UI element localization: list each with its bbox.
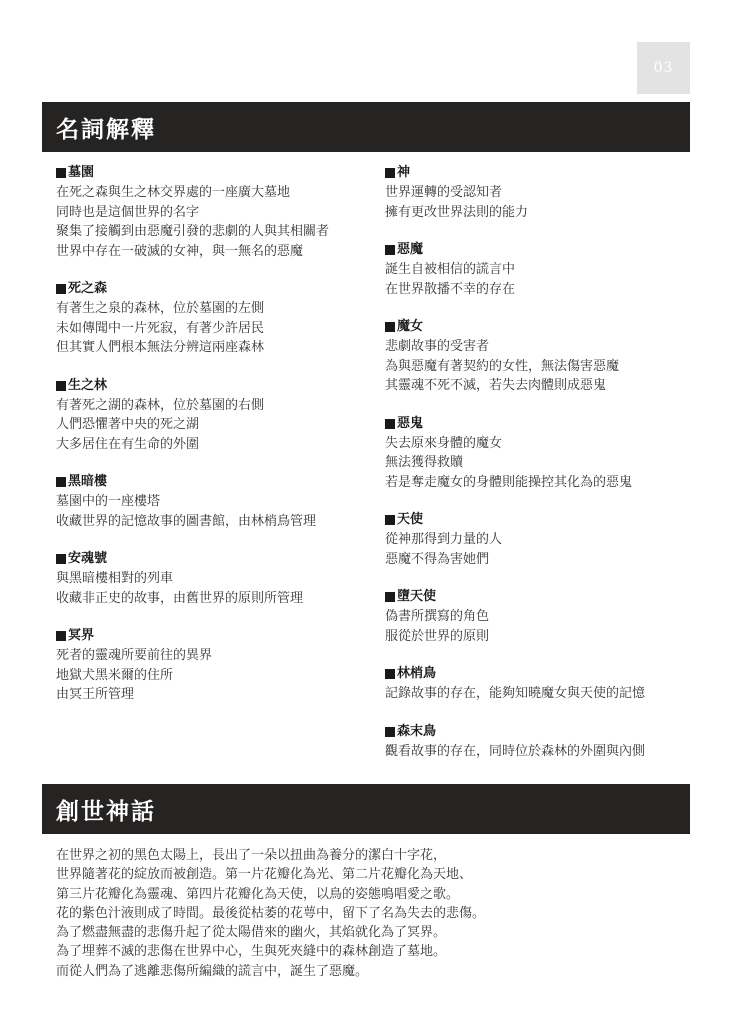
term-description-line: 聚集了接觸到由惡魔引發的悲劇的人與其相關者 xyxy=(56,224,330,239)
myth-line: 為了燃盡無盡的悲傷升起了從太陽借來的幽火，其焰就化為了冥界。 xyxy=(56,925,447,941)
term-title xyxy=(56,279,366,299)
term-title xyxy=(56,626,366,646)
terms-column-left xyxy=(56,163,366,723)
term-title-label: 天使 xyxy=(397,512,424,527)
term-description-line: 從神那得到力量的人 xyxy=(385,532,503,547)
term-description-line: 與黑暗樓相對的列車 xyxy=(56,571,174,586)
term-entry xyxy=(385,664,685,704)
term-description-line: 服從於世界的原則 xyxy=(385,628,490,644)
term-description-line: 死者的靈魂所要前往的異界 xyxy=(56,648,213,663)
term-title-label: 死之森 xyxy=(68,281,108,296)
term-description-line: 觀看故事的存在，同時位於森林的外圍與內側 xyxy=(385,743,646,759)
term-title-label: 惡魔 xyxy=(397,242,424,257)
term-description-line: 無法獲得救贖 xyxy=(385,455,464,470)
bullet-square-icon xyxy=(385,727,395,737)
term-description-line: 世界運轉的受認知者 xyxy=(385,185,503,200)
terms-column-right xyxy=(385,163,685,779)
bullet-square-icon xyxy=(56,168,66,178)
term-description-line: 惡魔不得為害她們 xyxy=(385,551,490,567)
bullet-square-icon xyxy=(385,669,395,679)
term-description-line: 墓園中的一座樓塔 xyxy=(56,494,161,509)
term-description-line: 同時也是這個世界的名字 xyxy=(56,204,200,220)
term-title xyxy=(385,240,685,260)
term-description-line: 有著生之泉的森林，位於墓園的左側 xyxy=(56,301,265,316)
term-description-line: 記錄故事的存在，能夠知曉魔女與天使的記憶 xyxy=(385,686,646,701)
term-title-label: 林梢鳥 xyxy=(397,666,437,681)
term-description-line: 為與惡魔有著契約的女性，無法傷害惡魔 xyxy=(385,358,620,374)
term-title xyxy=(385,722,685,742)
term-entry xyxy=(385,317,685,396)
myth-line: 為了埋葬不滅的悲傷在世界中心，生與死夾縫中的森林創造了墓地。 xyxy=(56,944,447,960)
term-description-line: 人們恐懼著中央的死之湖 xyxy=(56,417,200,432)
term-title xyxy=(56,163,366,183)
myth-line: 花的紫色汁液則成了時間。最後從枯萎的花萼中，留下了名為失去的悲傷。 xyxy=(56,905,486,921)
term-description-line: 在死之森與生之林交界處的一座廣大墓地 xyxy=(56,185,291,200)
term-entry xyxy=(385,722,685,762)
term-description-line: 若是奪走魔女的身體則能操控其化為的惡鬼 xyxy=(385,474,633,490)
term-entry xyxy=(385,587,685,646)
term-description-line: 偽書所撰寫的角色 xyxy=(385,609,490,624)
term-description-line: 失去原來身體的魔女 xyxy=(385,435,503,451)
bullet-square-icon xyxy=(385,419,395,429)
term-title-label: 墓園 xyxy=(68,165,95,180)
section-header-myth: 創世神話 xyxy=(42,784,690,834)
myth-line: 而從人們為了逃離悲傷所編織的謊言中，誕生了惡魔。 xyxy=(56,963,369,979)
term-description-line: 但其實人們根本無法分辨這兩座森林 xyxy=(56,340,265,355)
term-title-label: 安魂號 xyxy=(68,551,108,566)
term-title xyxy=(56,376,366,396)
term-title xyxy=(385,163,685,183)
term-description-line: 地獄犬黑米爾的住所 xyxy=(56,667,174,683)
bullet-square-icon xyxy=(385,515,395,525)
term-title-label: 冥界 xyxy=(68,628,95,643)
term-entry xyxy=(385,240,685,299)
term-title xyxy=(385,664,685,684)
term-description-line: 誕生自被相信的謊言中 xyxy=(385,262,516,277)
term-description-line: 未如傳聞中一片死寂，有著少許居民 xyxy=(56,320,265,336)
term-title-label: 墮天使 xyxy=(397,589,437,604)
page-number: 03 xyxy=(637,42,690,94)
bullet-square-icon xyxy=(56,554,66,564)
term-description-line: 悲劇故事的受害者 xyxy=(385,339,490,354)
term-description-line: 大多居住在有生命的外圍 xyxy=(56,436,200,452)
term-entry xyxy=(56,472,366,531)
bullet-square-icon xyxy=(56,631,66,641)
term-description-line: 擁有更改世界法則的能力 xyxy=(385,204,529,220)
term-title xyxy=(385,317,685,337)
term-entry xyxy=(385,163,685,222)
term-entry xyxy=(56,626,366,705)
term-entry xyxy=(385,510,685,569)
term-title-label: 森末鳥 xyxy=(397,723,437,739)
myth-line: 第三片花瓣化為靈魂、第四片花瓣化為天使，以鳥的姿態鳴唱愛之歌。 xyxy=(56,886,460,902)
term-description-line: 有著死之湖的森林，位於墓園的右側 xyxy=(56,397,265,413)
myth-paragraph xyxy=(56,846,696,981)
term-entry xyxy=(56,549,366,608)
term-title-label: 魔女 xyxy=(397,319,424,334)
term-description-line: 由冥王所管理 xyxy=(56,687,135,702)
myth-line: 在世界之初的黑色太陽上，長出了一朵以扭曲為養分的潔白十字花， xyxy=(56,848,447,863)
bullet-square-icon xyxy=(56,284,66,294)
term-title-label: 黑暗樓 xyxy=(68,474,108,489)
term-description-line: 其靈魂不死不滅，若失去肉體則成惡鬼 xyxy=(385,378,607,393)
term-title xyxy=(385,587,685,607)
term-entry xyxy=(385,414,685,493)
term-description-line: 世界中存在一破滅的女神，與一無名的惡魔 xyxy=(56,243,304,259)
bullet-square-icon xyxy=(56,381,66,391)
term-description-line: 收藏世界的記憶故事的圖書館，由林梢鳥管理 xyxy=(56,513,317,529)
bullet-square-icon xyxy=(385,168,395,178)
term-entry xyxy=(56,376,366,455)
term-description-line: 在世界散播不幸的存在 xyxy=(385,281,516,297)
term-title-label: 生之林 xyxy=(68,377,108,393)
term-title xyxy=(385,414,685,434)
bullet-square-icon xyxy=(385,245,395,255)
term-description-line: 收藏非正史的故事，由舊世界的原則所管理 xyxy=(56,590,304,606)
myth-line: 世界隨著花的綻放而被創造。第一片花瓣化為光、第二片花瓣化為天地、 xyxy=(56,867,473,883)
bullet-square-icon xyxy=(385,322,395,332)
bullet-square-icon xyxy=(56,477,66,487)
term-title xyxy=(385,510,685,530)
term-entry xyxy=(56,163,366,261)
section-header-terms: 名詞解釋 xyxy=(42,102,690,152)
term-title xyxy=(56,549,366,569)
bullet-square-icon xyxy=(385,592,395,602)
term-title-label: 神 xyxy=(397,165,411,180)
term-entry xyxy=(56,279,366,358)
term-title xyxy=(56,472,366,492)
term-title-label: 惡鬼 xyxy=(397,415,424,431)
